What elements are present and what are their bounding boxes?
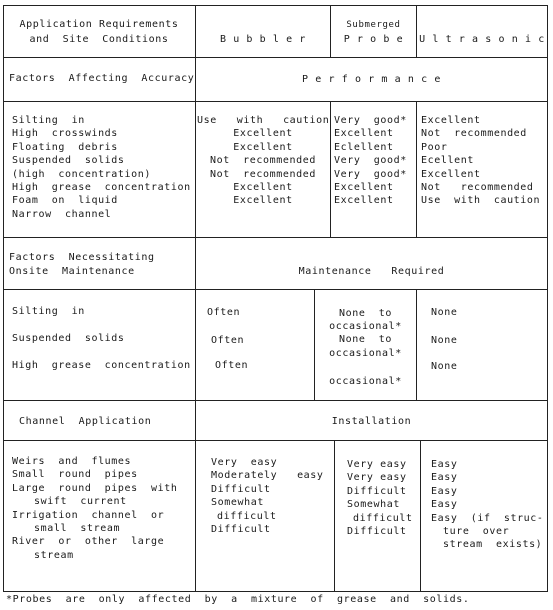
maint-ultrasonic-2: None (431, 335, 458, 346)
list-item: Weirs and flumes (12, 456, 132, 467)
maint-probe-1: None to (339, 308, 392, 319)
list-item: Large round pipes with (12, 482, 178, 494)
installation-group: Installation (331, 416, 412, 427)
list-item: Difficult (347, 485, 407, 497)
list-item: Not recommended (421, 128, 527, 140)
rule-inst-col2 (334, 440, 335, 591)
list-item: Excellent (421, 115, 481, 126)
header-bubbler: B u b b l e r (219, 34, 307, 45)
list-item: Floating debris (12, 141, 118, 153)
list-item: Not recommended (421, 182, 534, 194)
list-item: Eclellent (334, 141, 394, 153)
maintenance-label-line2: Onsite Maintenance (9, 266, 135, 277)
rule-col1 (195, 5, 196, 592)
maint-ultrasonic-1: None (431, 307, 458, 318)
list-item: small stream (34, 523, 121, 535)
maint-probe-3: None to (339, 334, 392, 345)
rule-maint-end (3, 400, 548, 401)
list-item: Very good* (334, 115, 407, 126)
maint-factor-2: Suspended solids (12, 333, 125, 344)
list-item: ture over (443, 526, 510, 538)
list-item: swift current (34, 496, 127, 508)
maint-probe-5: occasional* (329, 376, 402, 387)
list-item: Excellent (233, 195, 293, 207)
table-border-right (547, 5, 548, 592)
list-item: Moderately easy (211, 470, 324, 482)
list-item: High grease concentration (12, 182, 191, 194)
rule-accuracy-end (3, 237, 548, 238)
maint-factor-3: High grease concentration (12, 360, 191, 371)
rule-inst-col3 (420, 440, 421, 591)
list-item: Very good* (334, 168, 407, 180)
list-item: Narrow channel (12, 208, 112, 220)
list-item: Not recommended (210, 155, 316, 167)
maint-probe-2: occasional* (329, 321, 402, 332)
list-item: Excellent (233, 182, 293, 194)
rule-header (3, 57, 548, 58)
list-item: Small round pipes (12, 469, 138, 481)
list-item: Easy (431, 472, 458, 484)
list-item: Use with caution (197, 115, 330, 126)
list-item: Somewhat (347, 499, 400, 511)
list-item: Very good* (334, 155, 407, 167)
performance-group: P e r f o r m a n c e (301, 74, 442, 85)
list-item: Difficult (211, 524, 271, 536)
table-border-top (3, 5, 548, 6)
accuracy-label: Factors Affecting Accuracy (9, 73, 195, 84)
install-probe (347, 458, 413, 538)
list-item: Excellent (334, 195, 394, 207)
rule-maint-label (3, 289, 548, 290)
list-item: difficult (353, 512, 413, 524)
accuracy-bubbler (197, 114, 329, 208)
install-factors (12, 455, 178, 562)
maint-bubbler-1: Often (207, 307, 241, 318)
header-col1-line1: Application Requirements (19, 19, 179, 30)
accuracy-factors (12, 114, 191, 221)
list-item: Silting in (12, 115, 85, 126)
maint-bubbler-2: Often (211, 335, 245, 346)
rule-acc-col3 (416, 101, 417, 237)
list-item: Somewhat (211, 497, 264, 509)
list-item: Foam on liquid (12, 195, 118, 207)
list-item: stream (34, 549, 74, 561)
list-item: Ecellent (421, 155, 474, 167)
rule-install-label (3, 440, 548, 441)
header-probe-line1: Submerged (346, 20, 401, 30)
maint-ultrasonic-3: None (431, 361, 458, 372)
list-item: Excellent (334, 128, 394, 140)
list-item: Easy (431, 459, 458, 470)
maint-probe-4: occasional* (329, 348, 402, 359)
list-item: Excellent (421, 168, 481, 180)
maintenance-group: Maintenance Required (298, 266, 445, 277)
list-item: Difficult (347, 526, 407, 538)
rule-accuracy-label (3, 101, 548, 102)
list-item: Excellent (334, 182, 394, 194)
list-item: Excellent (233, 141, 293, 153)
list-item: difficult (217, 510, 277, 522)
maintenance-label-line1: Factors Necessitating (9, 252, 155, 263)
table-border-bottom (3, 591, 548, 592)
header-col1-line2: and Site Conditions (29, 34, 169, 45)
accuracy-probe (334, 114, 407, 208)
header-ultrasonic: U l t r a s o n i c (419, 34, 545, 45)
installation-label: Channel Application (19, 416, 152, 427)
maint-bubbler-3: Often (215, 360, 249, 371)
list-item: Suspended solids (12, 155, 125, 167)
list-item: Easy (431, 499, 458, 511)
install-ultrasonic (431, 458, 544, 552)
list-item: Poor (421, 141, 448, 153)
accuracy-ultrasonic (421, 114, 540, 208)
list-item: Excellent (233, 128, 293, 140)
table-border-left (3, 5, 4, 592)
list-item: Very easy (347, 459, 407, 470)
list-item: River or other large (12, 536, 165, 548)
header-probe-line2: P r o b e (343, 34, 404, 45)
list-item: High crosswinds (12, 128, 118, 140)
list-item: Very easy (347, 472, 407, 484)
list-item: Easy (431, 485, 458, 497)
list-item: Irrigation channel or (12, 509, 165, 521)
list-item: Very easy (211, 457, 278, 468)
list-item: Not recommended (210, 168, 316, 180)
install-bubbler (211, 456, 324, 536)
list-item: Difficult (211, 483, 271, 495)
list-item: stream exists) (443, 539, 543, 551)
maint-factor-1: Silting in (12, 306, 85, 317)
list-item: (high concentration) (12, 168, 152, 180)
rule-header-col3 (416, 5, 417, 57)
rule-acc-col2 (330, 101, 331, 237)
list-item: Use with caution (421, 195, 541, 207)
rule-maint-col3 (416, 289, 417, 400)
list-item: Easy (if struc- (431, 512, 544, 524)
footnote: *Probes are only affected by a mixture of grease and solids. (6, 594, 470, 605)
